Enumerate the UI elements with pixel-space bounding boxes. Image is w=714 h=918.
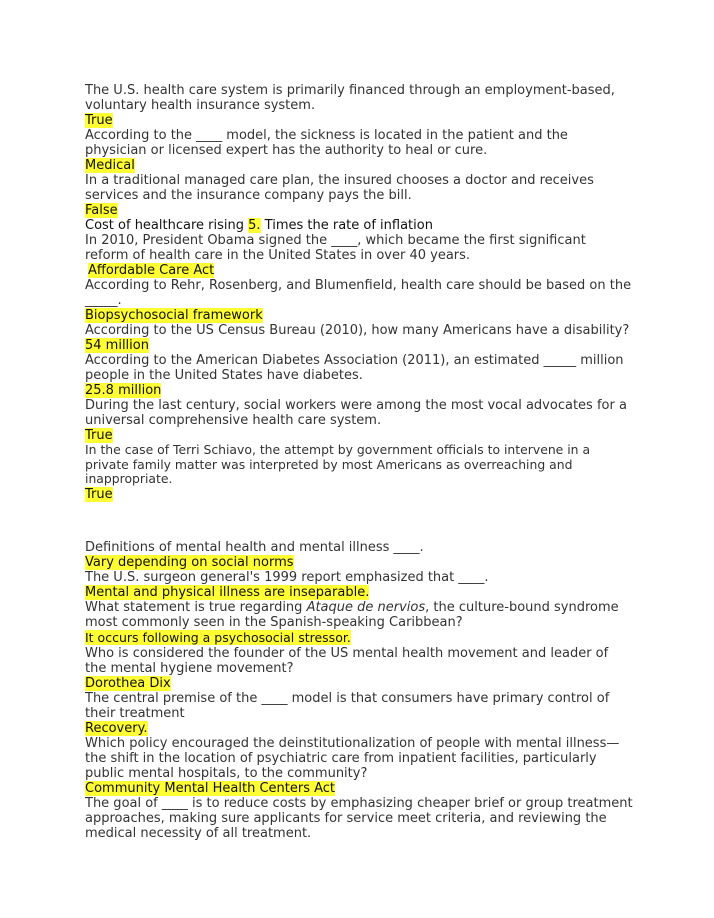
question-text: According to the US Census Bureau (2010), how many Americans have a disability?: [85, 323, 630, 338]
question-text: During the last century, social workers were among the most vocal advocates for a universal comprehensive health care system.: [85, 398, 627, 428]
answer-highlight: False: [85, 203, 118, 218]
question-text: In a traditional managed care plan, the insured chooses a doctor and receives services and the insurance company pays the bill.: [85, 173, 594, 203]
question-text: The goal of ____ is to reduce costs by emphasizing cheaper brief or group treatment approaches, making sure applicants for service meet criteria, and reviewing the medical necessity of all treatment.: [85, 795, 633, 841]
question-text: According to the American Diabetes Association (2011), an estimated _____ million people in the United States have diabetes.: [85, 353, 624, 383]
question-text: Definitions of mental health and mental illness ____.: [85, 539, 424, 555]
answer-highlight: Community Mental Health Centers Act: [85, 780, 336, 796]
question-text: According to the ____ model, the sickness is located in the patient and the physician or licensed expert has the authority to heal or cure.: [85, 128, 568, 158]
question-text: Who is considered the founder of the US mental health movement and leader of the mental hygiene movement?: [85, 645, 609, 676]
answer-highlight: 54 million: [85, 338, 149, 353]
question-text: Which policy encouraged the deinstitutionalization of people with mental illness—the shift in the location of psychiatric care from inpatient facilities, particularly public mental hospitals, to the community?: [85, 735, 620, 781]
document-page: [85, 83, 633, 841]
question-text: In the case of Terri Schiavo, the attempt by government officials to intervene in a private family matter was interpreted by most Americans as overreaching and inappropriate.: [85, 442, 591, 486]
question-text: According to Rehr, Rosenberg, and Blumenfield, health care should be based on the _____.: [85, 278, 632, 308]
question-line: [85, 600, 633, 630]
answer-highlight: Medical: [85, 158, 135, 173]
answer-highlight: Biopsychosocial framework: [85, 308, 263, 323]
question-text: The U.S. surgeon general's 1999 report emphasized that ____.: [85, 569, 489, 585]
answer-highlight: Mental and physical illness are inseparable.: [85, 584, 370, 600]
answer-highlight: Affordable Care Act: [88, 263, 215, 278]
answer-highlight: True: [85, 113, 113, 128]
question-text: Times the rate of inflation: [260, 218, 433, 233]
section-spacer: [85, 502, 633, 540]
question-italic-term: Ataque de nervios: [306, 599, 426, 615]
question-line: [85, 218, 633, 233]
answer-highlight: It occurs following a psychosocial stressor.: [85, 629, 351, 645]
answer-highlight: 25.8 million: [85, 383, 162, 398]
answer-highlight: Recovery.: [85, 720, 148, 736]
question-text: The central premise of the ____ model is that consumers have primary control of their treatment: [85, 690, 610, 721]
question-text: In 2010, President Obama signed the ____, which became the first significant reform of health care in the United States in over 40 years.: [85, 233, 586, 263]
answer-highlight: True: [85, 486, 113, 502]
answer-highlight: Dorothea Dix: [85, 675, 171, 691]
answer-highlight: Vary depending on social norms: [85, 554, 294, 570]
question-text: Cost of healthcare rising: [85, 218, 249, 233]
question-text: What statement is true regarding: [85, 599, 307, 615]
question-text: The U.S. health care system is primarily financed through an employment-based, voluntary health insurance system.: [85, 83, 615, 113]
answer-highlight: 5.: [248, 218, 261, 233]
answer-highlight: True: [85, 428, 113, 443]
question-text: , the culture-bound syndrome most commonly seen in the Spanish-speaking Caribbean?: [85, 599, 619, 630]
